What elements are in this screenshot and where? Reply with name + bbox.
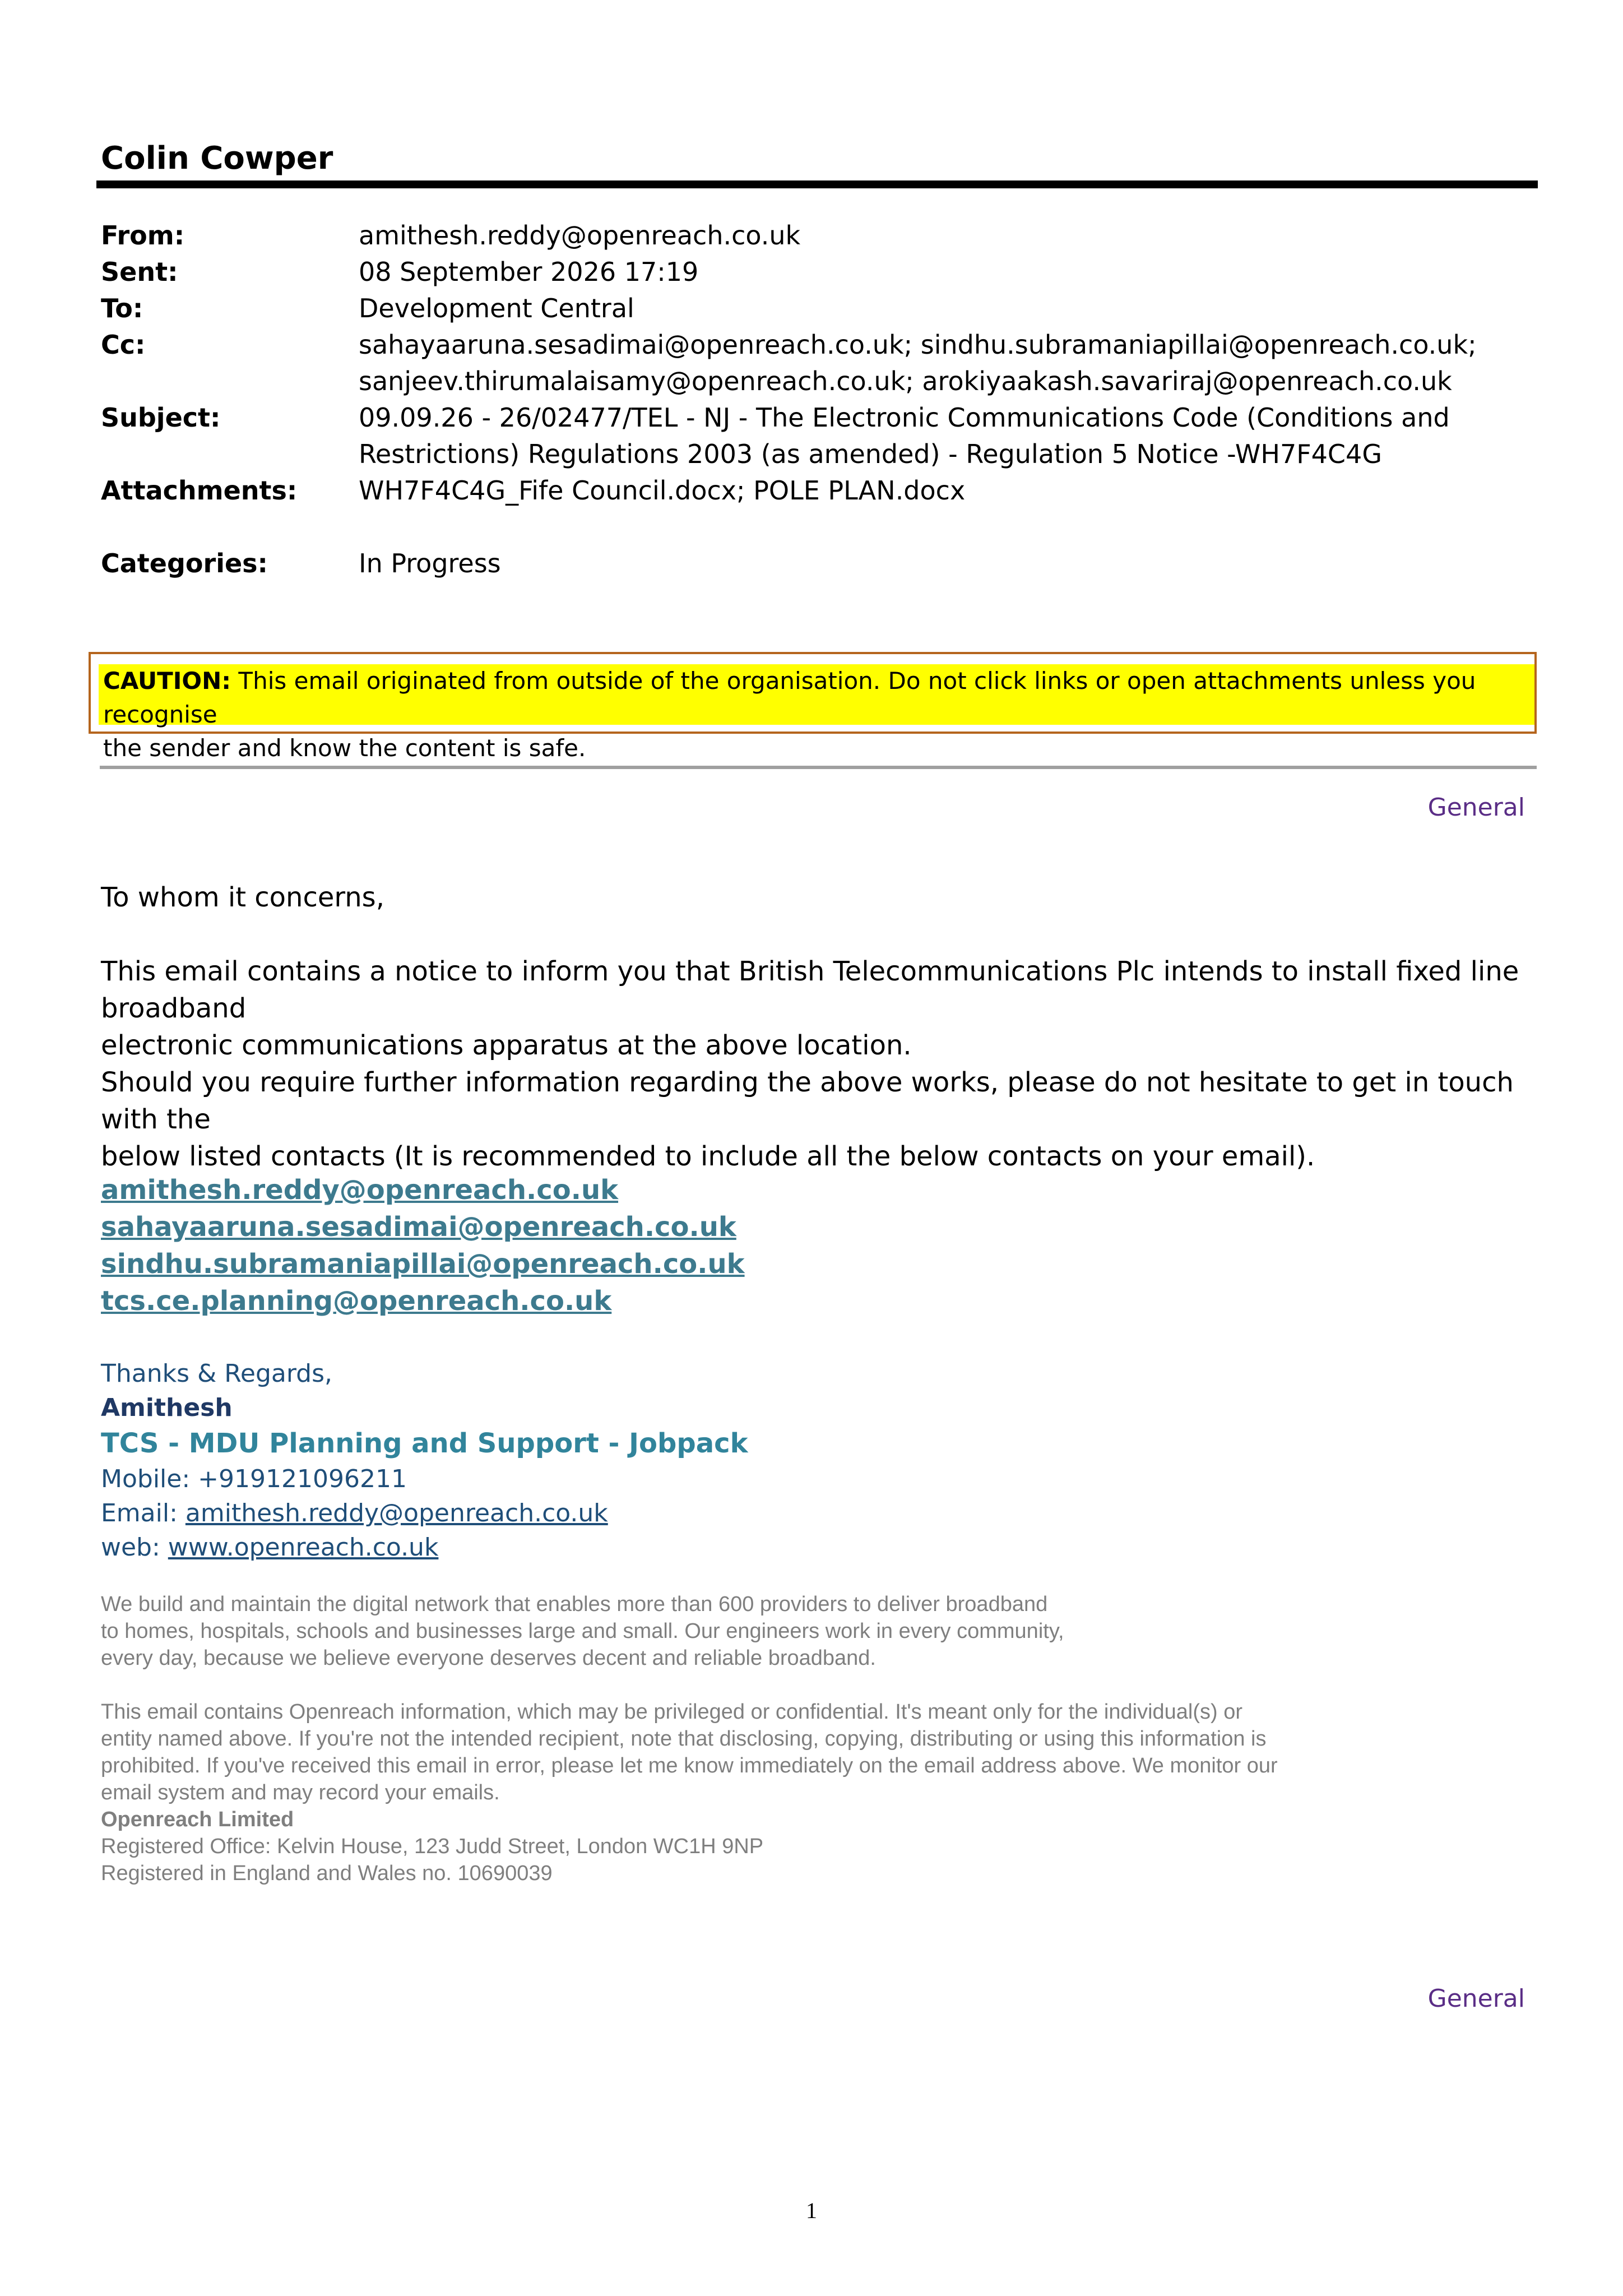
- subject-label: Subject:: [101, 402, 221, 433]
- legal-line: email system and may record your emails.: [101, 1781, 500, 1804]
- signature-mobile: Mobile: +919121096211: [101, 1465, 407, 1493]
- attachments-label: Attachments:: [101, 475, 298, 506]
- cc-line-2: sanjeev.thirumalaisamy@openreach.co.uk; arokiyaakash.savariraj@openreach.co.uk: [359, 366, 1452, 396]
- caution-highlight: [99, 664, 1534, 762]
- classification-label-bottom: General: [1427, 1984, 1525, 2013]
- mailbox-owner-name: Colin Cowper: [101, 140, 333, 177]
- sent-value: 08 September 2026 17:19: [359, 257, 699, 287]
- body-paragraph-2: [101, 1064, 1536, 1175]
- page-number: 1: [806, 2198, 817, 2223]
- contact-link[interactable]: sahayaaruna.sesadimai@openreach.co.uk: [101, 1211, 736, 1243]
- legal-line: prohibited. If you've received this email in error, please let me know immediately on the email address above. We monitor our: [101, 1754, 1278, 1777]
- legal-paragraph-1: [101, 1591, 1390, 1672]
- signature-email-link[interactable]: amithesh.reddy@openreach.co.uk: [185, 1499, 608, 1527]
- subject-line-2: Restrictions) Regulations 2003 (as amended) - Regulation 5 Notice -WH7F4C4G: [359, 439, 1382, 469]
- from-label: From:: [101, 220, 185, 251]
- email-signature: [101, 1357, 748, 1564]
- legal-line: entity named above. If you're not the intended recipient, note that disclosing, copying, distributing or using this information is: [101, 1727, 1267, 1751]
- body-paragraph-2-line-1: Should you require further information regarding the above works, please do not hesitate to get in touch with the: [101, 1067, 1514, 1135]
- contact-link[interactable]: sindhu.subramaniapillai@openreach.co.uk: [101, 1248, 745, 1280]
- cc-label: Cc:: [101, 330, 146, 360]
- to-label: To:: [101, 293, 143, 323]
- caution-label: CAUTION:: [103, 667, 231, 695]
- cc-line-1: sahayaaruna.sesadimai@openreach.co.uk; sindhu.subramaniapillai@openreach.co.uk;: [359, 330, 1477, 360]
- signature-email-row: [101, 1496, 748, 1530]
- signature-email-label: Email:: [101, 1499, 186, 1527]
- legal-line: every day, because we believe everyone deserves decent and reliable broadband.: [101, 1646, 876, 1670]
- signature-web-row: [101, 1530, 748, 1564]
- from-value: amithesh.reddy@openreach.co.uk: [359, 220, 801, 251]
- classification-label-top: General: [1427, 793, 1525, 822]
- registered-office: Registered Office: Kelvin House, 123 Judd Street, London WC1H 9NP: [101, 1835, 764, 1858]
- cc-value: [359, 327, 1536, 400]
- signature-name: Amithesh: [101, 1394, 233, 1422]
- categories-label: Categories:: [101, 548, 268, 578]
- signature-team: TCS - MDU Planning and Support - Jobpack: [101, 1428, 748, 1459]
- greeting: To whom it concerns,: [101, 882, 384, 913]
- registration-number: Registered in England and Wales no. 10690039: [101, 1862, 553, 1885]
- caution-text-line-2: the sender and know the content is safe.: [103, 734, 586, 762]
- legal-line: We build and maintain the digital network that enables more than 600 providers to deliver broadband: [101, 1593, 1048, 1616]
- body-paragraph-2-line-2: below listed contacts (It is recommended to include all the below contacts on your email).: [101, 1141, 1315, 1172]
- body-paragraph-1-line-2: electronic communications apparatus at the above location.: [101, 1030, 912, 1061]
- legal-line: to homes, hospitals, schools and businesses large and small. Our engineers work in every community,: [101, 1619, 1064, 1643]
- contact-list: [101, 1172, 745, 1320]
- contact-link[interactable]: tcs.ce.planning@openreach.co.uk: [101, 1285, 612, 1317]
- caution-text-line-1: This email originated from outside of the organisation. Do not click links or open attachments unless you recognise: [103, 667, 1476, 728]
- attachments-value[interactable]: WH7F4C4G_Fife Council.docx; POLE PLAN.docx: [359, 475, 966, 506]
- sent-label: Sent:: [101, 257, 178, 287]
- caution-banner: [89, 652, 1537, 762]
- body-divider: [100, 766, 1537, 769]
- legal-paragraph-2: [101, 1698, 1390, 1887]
- header-divider: [96, 180, 1538, 188]
- subject-line-1: 09.09.26 - 26/02477/TEL - NJ - The Electronic Communications Code (Conditions and: [359, 402, 1450, 433]
- body-paragraph-1-line-1: This email contains a notice to inform you that British Telecommunications Plc intends to install fixed line broadband: [101, 956, 1519, 1024]
- categories-value: In Progress: [359, 548, 501, 578]
- signature-regards: Thanks & Regards,: [101, 1359, 333, 1388]
- body-paragraph-1: [101, 953, 1536, 1064]
- company-name: Openreach Limited: [101, 1808, 294, 1831]
- signature-web-label: web:: [101, 1533, 168, 1562]
- signature-web-link[interactable]: www.openreach.co.uk: [168, 1533, 439, 1562]
- subject-value: [359, 400, 1536, 473]
- legal-line: This email contains Openreach information, which may be privileged or confidential. It's meant only for the individual(s) or: [101, 1700, 1243, 1724]
- to-value: Development Central: [359, 293, 634, 323]
- contact-link[interactable]: amithesh.reddy@openreach.co.uk: [101, 1174, 619, 1206]
